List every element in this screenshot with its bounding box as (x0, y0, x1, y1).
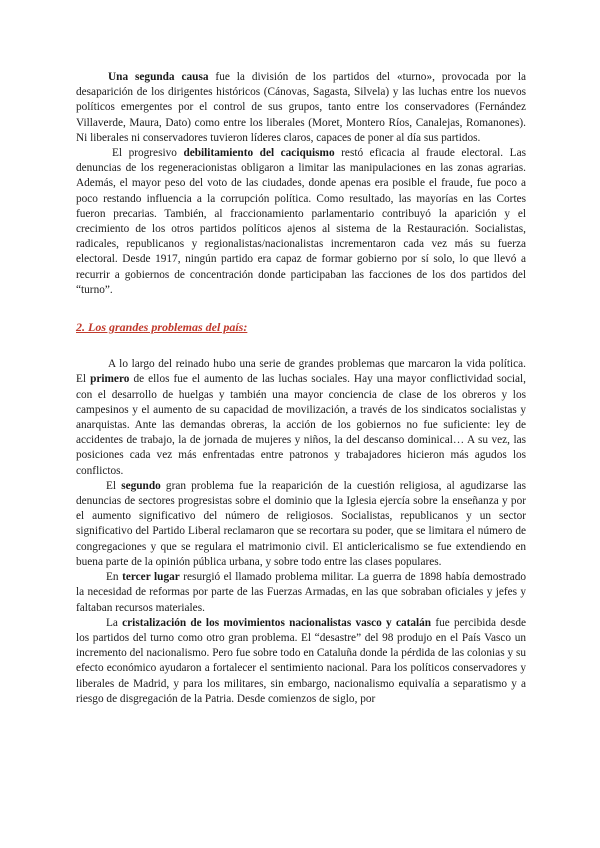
paragraph-segunda-causa (76, 70, 526, 146)
bold-term: debilitamiento del caciquismo (183, 147, 335, 160)
section-heading: 2. Los grandes problemas del país: (76, 320, 248, 335)
paragraph-text: El progresivo (112, 147, 184, 160)
bold-term: cristalización de los movimientos nacionalistas vasco y catalán (122, 616, 432, 629)
paragraph-nacionalismos (76, 616, 526, 707)
bold-term: tercer lugar (122, 571, 180, 584)
paragraph-segundo (76, 479, 526, 570)
paragraph-text: En (106, 571, 123, 584)
paragraph-text: La (106, 616, 123, 629)
paragraph-text: fue percibida desde los partidos del turno como otro gran problema. El “desastre” del 98 produjo en el País Vasco un incremento del nacionalismo. Pero fue sobre todo en Cataluña donde la pérdida de las colonias y su efecto económico ayudaron a fortalecer el sentimiento nacional. Para los políticos conservadores y liberales de Madrid, y para los militares, sin embargo, nacionalismo equivalía a separatismo y a riesgo de disgregación de la Patria. Desde comienzos de siglo, por (76, 616, 526, 705)
paragraph-primero (76, 357, 526, 479)
bold-term: segundo (121, 479, 161, 492)
paragraph-text: gran problema fue la reaparición de la cuestión religiosa, al agudizarse las denuncias de sectores progresistas sobre el dominio que la Iglesia ejercía sobre la enseñanza y por el aumento significativo del número de religiosos. Socialistas, republicanos y un sector significativo del Partido Liberal reclamaron que se recortara su poder, que se limitara el número de congregaciones y que se regulara el matrimonio civil. El anticlericalismo se fue extendiendo en buena parte de la opinión pública urbana, y sobre todo entre las clases populares. (76, 479, 526, 568)
paragraph-text: fue la división de los partidos del «turno», provocada por la desaparición de los dirigentes históricos (Cánovas, Sagasta, Silvela) y las luchas entre los nuevos políticos emergentes por el control de sus grupos, tanto entre los conservadores (Fernández Villaverde, Maura, Dato) como entre los liberales (Moret, Montero Ríos, Canalejas, Romanones). Ni liberales ni conservadores tuvieron líderes claros, capaces de poner al día sus partidos. (76, 71, 526, 144)
paragraph-text: El (106, 479, 122, 492)
paragraph-tercer (76, 570, 526, 616)
bold-term: primero (90, 373, 130, 386)
document-page (76, 70, 526, 707)
paragraph-text: resurgió el llamado problema militar. La guerra de 1898 había demostrado la necesidad de reformas por parte de las Fuerzas Armadas, en las que sobraban oficiales y jefes y faltaban recursos materiales. (76, 571, 527, 614)
paragraph-text: de ellos fue el aumento de las luchas sociales. Hay una mayor conflictividad social, con el desarrollo de huelgas y también una mayor conciencia de clase de los obreros y los campesinos y el aumento de su capacidad de movilización, a través de los sindicatos socialistas y anarquistas. Ante las demandas obreras, la acción de los gobiernos no fue suficiente: ley de accidentes de trabajo, la de jornada de mujeres y niños, la del descanso dominical… A su vez, las posiciones cada vez más enfrentadas entre patronos y trabajadores hicieron más agudos los conflictos. (76, 373, 526, 477)
paragraph-caciquismo (76, 146, 526, 298)
paragraph-text: A lo largo del reinado hubo una serie de grandes problemas que marcaron la vida política. El (76, 358, 526, 386)
paragraph-text: restó eficacia al fraude electoral. Las denuncias de los regeneracionistas obligaron a limitar las manipulaciones en las zonas agrarias. Además, el mayor peso del voto de las ciudades, donde apenas era posible el fraude, fue poco a poco restando influencia a la corrupción política. Como resultado, las mayorías en las Cortes fueron precarias. También, al fraccionamiento parlamentario contribuyó la aparición y el crecimiento de los otros partidos políticos ajenos al sistema de la Restauración. Socialistas, radicales, republicanos y regionalistas/nacionalistas incrementaron cada vez más su fuerza electoral. Desde 1917, ningún partido era capaz de formar gobierno por sí solo, lo que llevó a recurrir a gobiernos de concentración donde participaban las facciones de los dos partidos del “turno”. (76, 147, 526, 296)
bold-lead: Una segunda causa (108, 71, 209, 83)
